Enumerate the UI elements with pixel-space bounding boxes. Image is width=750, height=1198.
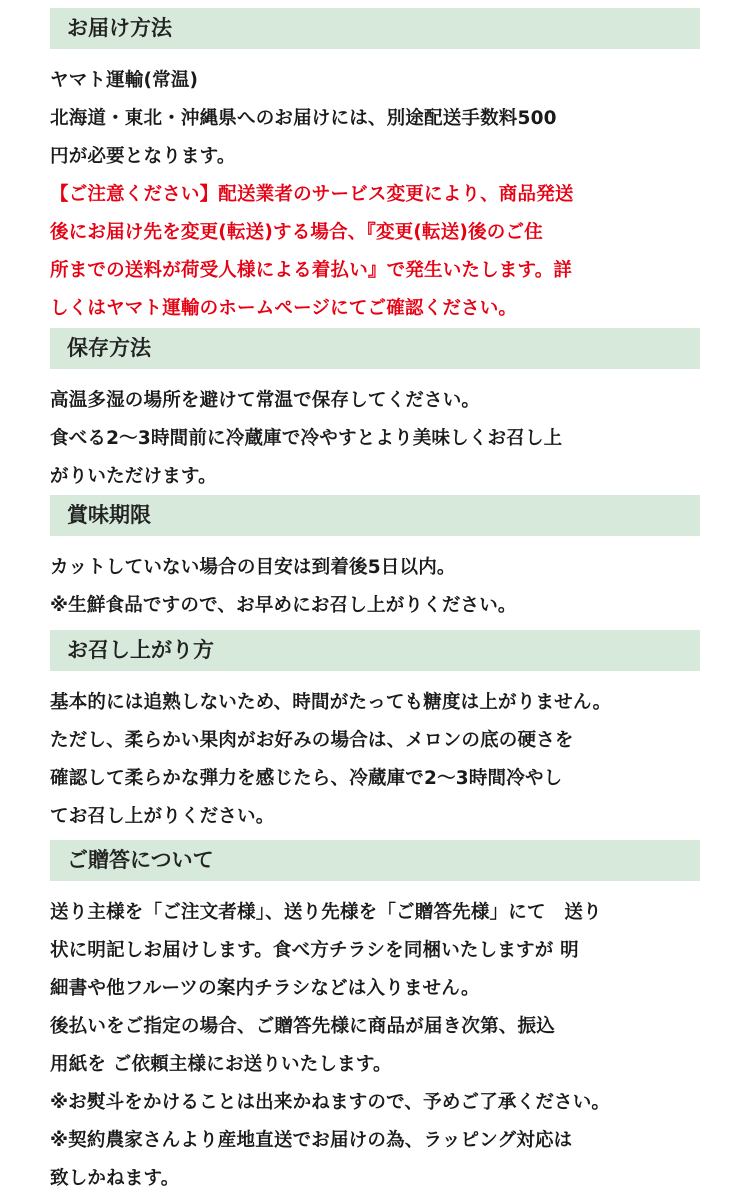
section-best-before xyxy=(50,495,700,625)
section-body-delivery xyxy=(50,62,700,328)
gift-line-2: 状に明記しお届けします。食べ方チラシを同梱いたしますが 明 xyxy=(50,940,579,961)
section-body-how-to-eat xyxy=(50,684,700,836)
how-to-eat-line-1: 基本的には追熟しないため、時間がたっても糖度は上がりません。 xyxy=(50,692,612,713)
best-before-line-2: ※生鮮食品ですので、お早めにお召し上がりください。 xyxy=(50,595,517,616)
section-heading-gift: ご贈答について xyxy=(50,840,700,881)
gift-line-6: ※お熨斗をかけることは出来かねますので、予めご了承ください。 xyxy=(50,1092,611,1113)
delivery-warning-line-1: 【ご注意ください】配送業者のサービス変更により、商品発送 xyxy=(50,184,574,205)
gift-line-8: 致しかねます。 xyxy=(50,1168,180,1189)
gift-line-4: 後払いをご指定の場合、ご贈答先様に商品が届き次第、振込 xyxy=(50,1016,555,1037)
section-body-gift xyxy=(50,894,700,1198)
delivery-warning-line-3: 所までの送料が荷受人様による着払い』で発生いたします。詳 xyxy=(50,260,573,281)
delivery-line-2: 北海道・東北・沖縄県へのお届けには、別途配送手数料500 xyxy=(50,108,557,129)
storage-line-2: 食べる2〜3時間前に冷蔵庫で冷やすとより美味しくお召し上 xyxy=(50,428,563,449)
section-heading-storage: 保存方法 xyxy=(50,328,700,369)
delivery-warning-line-4: しくはヤマト運輸のホームページにてご確認ください。 xyxy=(50,298,518,319)
section-heading-delivery: お届け方法 xyxy=(50,8,700,49)
gift-line-7: ※契約農家さんより産地直送でお届けの為、ラッピング対応は xyxy=(50,1130,573,1151)
how-to-eat-line-4: てお召し上がりください。 xyxy=(50,806,275,827)
section-delivery xyxy=(50,8,700,328)
delivery-line-3: 円が必要となります。 xyxy=(50,146,236,167)
delivery-warning-line-2: 後にお届け先を変更(転送)する場合、『変更(転送)後のご住 xyxy=(50,222,543,243)
section-body-best-before xyxy=(50,549,700,625)
gift-line-3: 細書や他フルーツの案内チラシなどは入りません。 xyxy=(50,978,480,999)
section-how-to-eat xyxy=(50,630,700,836)
gift-line-5: 用紙を ご依頼主様にお送りいたします。 xyxy=(50,1054,392,1075)
section-heading-best-before: 賞味期限 xyxy=(50,495,700,536)
storage-line-3: がりいただけます。 xyxy=(50,466,217,487)
section-storage xyxy=(50,328,700,496)
how-to-eat-line-3: 確認して柔らかな弾力を感じたら、冷蔵庫で2〜3時間冷やし xyxy=(50,768,563,789)
storage-line-1: 高温多湿の場所を避けて常温で保存してください。 xyxy=(50,390,481,411)
delivery-line-1: ヤマト運輸(常温) xyxy=(50,70,199,91)
gift-line-1: 送り主様を「ご注文者様」、送り先様を「ご贈答先様」にて 送り xyxy=(50,902,602,923)
how-to-eat-line-2: ただし、柔らかい果肉がお好みの場合は、メロンの底の硬さを xyxy=(50,730,574,751)
best-before-line-1: カットしていない場合の目安は到着後5日以内。 xyxy=(50,557,456,578)
section-gift xyxy=(50,840,700,1198)
section-heading-how-to-eat: お召し上がり方 xyxy=(50,630,700,671)
section-body-storage xyxy=(50,382,700,496)
